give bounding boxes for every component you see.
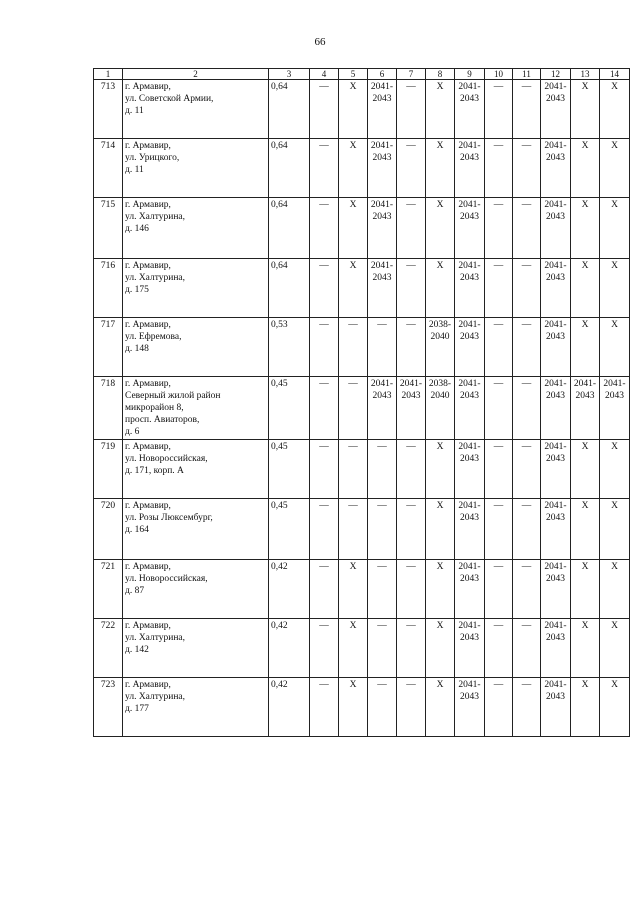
row-number: 721 xyxy=(94,560,123,619)
value-cell: 0,45 xyxy=(269,377,310,440)
period-cell-col-12: 2041- 2043 xyxy=(541,198,571,259)
period-cell-col-5: X xyxy=(339,139,368,198)
address-cell: г. Армавир, ул. Халтурина, д. 142 xyxy=(123,619,269,678)
period-cell-col-7: — xyxy=(397,678,426,737)
row-number: 723 xyxy=(94,678,123,737)
value-cell: 0,42 xyxy=(269,560,310,619)
table-row xyxy=(94,80,630,139)
address-cell: г. Армавир, Северный жилой район микрорайон 8, просп. Авиаторов, д. 6 xyxy=(123,377,269,440)
period-cell-col-12: 2041- 2043 xyxy=(541,259,571,318)
period-cell-col-14: X xyxy=(600,440,630,499)
period-cell-col-5: — xyxy=(339,499,368,560)
period-cell-col-9: 2041- 2043 xyxy=(455,80,485,139)
column-header-6: 6 xyxy=(368,69,397,80)
value-cell: 0,42 xyxy=(269,678,310,737)
period-cell-col-13: 2041- 2043 xyxy=(571,377,600,440)
period-cell-col-5: X xyxy=(339,560,368,619)
period-cell-col-5: X xyxy=(339,619,368,678)
period-cell-col-9: 2041- 2043 xyxy=(455,619,485,678)
table-row xyxy=(94,560,630,619)
table-row xyxy=(94,499,630,560)
table-row xyxy=(94,619,630,678)
period-cell-col-4: — xyxy=(310,440,339,499)
period-cell-col-13: X xyxy=(571,198,600,259)
period-cell-col-5: X xyxy=(339,259,368,318)
period-cell-col-8: X xyxy=(426,139,455,198)
period-cell-col-8: X xyxy=(426,678,455,737)
period-cell-col-7: — xyxy=(397,619,426,678)
period-cell-col-10: — xyxy=(485,440,513,499)
period-cell-col-10: — xyxy=(485,678,513,737)
value-cell: 0,64 xyxy=(269,198,310,259)
period-cell-col-6: 2041- 2043 xyxy=(368,198,397,259)
period-cell-col-10: — xyxy=(485,619,513,678)
period-cell-col-6: 2041- 2043 xyxy=(368,80,397,139)
row-number: 713 xyxy=(94,80,123,139)
period-cell-col-10: — xyxy=(485,198,513,259)
address-cell: г. Армавир, ул. Урицкого, д. 11 xyxy=(123,139,269,198)
period-cell-col-8: X xyxy=(426,499,455,560)
column-header-2: 2 xyxy=(123,69,269,80)
period-cell-col-4: — xyxy=(310,377,339,440)
column-header-14: 14 xyxy=(600,69,630,80)
period-cell-col-6: — xyxy=(368,499,397,560)
row-number: 717 xyxy=(94,318,123,377)
column-header-13: 13 xyxy=(571,69,600,80)
value-cell: 0,45 xyxy=(269,440,310,499)
period-cell-col-8: X xyxy=(426,259,455,318)
period-cell-col-9: 2041- 2043 xyxy=(455,560,485,619)
period-cell-col-6: 2041- 2043 xyxy=(368,259,397,318)
period-cell-col-4: — xyxy=(310,198,339,259)
period-cell-col-9: 2041- 2043 xyxy=(455,139,485,198)
period-cell-col-10: — xyxy=(485,560,513,619)
column-header-9: 9 xyxy=(455,69,485,80)
period-cell-col-8: X xyxy=(426,619,455,678)
period-cell-col-13: X xyxy=(571,440,600,499)
period-cell-col-14: 2041- 2043 xyxy=(600,377,630,440)
row-number: 715 xyxy=(94,198,123,259)
period-cell-col-7: — xyxy=(397,560,426,619)
value-cell: 0,64 xyxy=(269,80,310,139)
period-cell-col-7: — xyxy=(397,139,426,198)
period-cell-col-9: 2041- 2043 xyxy=(455,318,485,377)
table-row xyxy=(94,259,630,318)
table-row xyxy=(94,377,630,440)
period-cell-col-10: — xyxy=(485,377,513,440)
period-cell-col-4: — xyxy=(310,678,339,737)
period-cell-col-12: 2041- 2043 xyxy=(541,80,571,139)
period-cell-col-8: 2038- 2040 xyxy=(426,377,455,440)
table-row xyxy=(94,318,630,377)
row-number: 714 xyxy=(94,139,123,198)
address-cell: г. Армавир, ул. Халтурина, д. 177 xyxy=(123,678,269,737)
period-cell-col-10: — xyxy=(485,499,513,560)
period-cell-col-13: X xyxy=(571,560,600,619)
period-cell-col-11: — xyxy=(513,259,541,318)
row-number: 720 xyxy=(94,499,123,560)
table-header-row xyxy=(94,69,630,80)
period-cell-col-13: X xyxy=(571,139,600,198)
period-cell-col-7: — xyxy=(397,198,426,259)
period-cell-col-12: 2041- 2043 xyxy=(541,619,571,678)
period-cell-col-12: 2041- 2043 xyxy=(541,499,571,560)
period-cell-col-12: 2041- 2043 xyxy=(541,678,571,737)
period-cell-col-13: X xyxy=(571,318,600,377)
period-cell-col-5: X xyxy=(339,678,368,737)
period-cell-col-7: 2041- 2043 xyxy=(397,377,426,440)
column-header-8: 8 xyxy=(426,69,455,80)
value-cell: 0,64 xyxy=(269,139,310,198)
column-header-5: 5 xyxy=(339,69,368,80)
period-cell-col-14: X xyxy=(600,560,630,619)
period-cell-col-4: — xyxy=(310,560,339,619)
period-cell-col-14: X xyxy=(600,259,630,318)
period-cell-col-14: X xyxy=(600,318,630,377)
period-cell-col-11: — xyxy=(513,560,541,619)
period-cell-col-8: 2038- 2040 xyxy=(426,318,455,377)
period-cell-col-8: X xyxy=(426,560,455,619)
period-cell-col-13: X xyxy=(571,259,600,318)
column-header-10: 10 xyxy=(485,69,513,80)
period-cell-col-11: — xyxy=(513,80,541,139)
period-cell-col-6: — xyxy=(368,678,397,737)
period-cell-col-4: — xyxy=(310,499,339,560)
period-cell-col-13: X xyxy=(571,678,600,737)
register-table xyxy=(93,68,630,737)
row-number: 719 xyxy=(94,440,123,499)
column-header-11: 11 xyxy=(513,69,541,80)
period-cell-col-7: — xyxy=(397,259,426,318)
period-cell-col-6: — xyxy=(368,619,397,678)
period-cell-col-14: X xyxy=(600,198,630,259)
period-cell-col-7: — xyxy=(397,318,426,377)
period-cell-col-12: 2041- 2043 xyxy=(541,139,571,198)
period-cell-col-11: — xyxy=(513,377,541,440)
period-cell-col-13: X xyxy=(571,499,600,560)
period-cell-col-13: X xyxy=(571,619,600,678)
period-cell-col-11: — xyxy=(513,139,541,198)
period-cell-col-6: 2041- 2043 xyxy=(368,139,397,198)
period-cell-col-12: 2041- 2043 xyxy=(541,318,571,377)
period-cell-col-9: 2041- 2043 xyxy=(455,440,485,499)
address-cell: г. Армавир, ул. Новороссийская, д. 87 xyxy=(123,560,269,619)
period-cell-col-4: — xyxy=(310,259,339,318)
value-cell: 0,42 xyxy=(269,619,310,678)
period-cell-col-13: X xyxy=(571,80,600,139)
period-cell-col-8: X xyxy=(426,198,455,259)
page-number: 66 xyxy=(314,36,326,48)
period-cell-col-14: X xyxy=(600,139,630,198)
period-cell-col-10: — xyxy=(485,259,513,318)
period-cell-col-5: — xyxy=(339,440,368,499)
period-cell-col-5: X xyxy=(339,80,368,139)
period-cell-col-10: — xyxy=(485,318,513,377)
period-cell-col-4: — xyxy=(310,619,339,678)
row-number: 716 xyxy=(94,259,123,318)
period-cell-col-12: 2041- 2043 xyxy=(541,377,571,440)
row-number: 722 xyxy=(94,619,123,678)
column-header-3: 3 xyxy=(269,69,310,80)
value-cell: 0,64 xyxy=(269,259,310,318)
period-cell-col-11: — xyxy=(513,619,541,678)
period-cell-col-4: — xyxy=(310,139,339,198)
period-cell-col-11: — xyxy=(513,318,541,377)
period-cell-col-7: — xyxy=(397,80,426,139)
period-cell-col-6: — xyxy=(368,440,397,499)
address-cell: г. Армавир, ул. Советской Армии, д. 11 xyxy=(123,80,269,139)
period-cell-col-8: X xyxy=(426,80,455,139)
period-cell-col-9: 2041- 2043 xyxy=(455,259,485,318)
address-cell: г. Армавир, ул. Халтурина, д. 146 xyxy=(123,198,269,259)
period-cell-col-11: — xyxy=(513,198,541,259)
period-cell-col-6: — xyxy=(368,560,397,619)
table-row xyxy=(94,678,630,737)
period-cell-col-12: 2041- 2043 xyxy=(541,560,571,619)
column-header-12: 12 xyxy=(541,69,571,80)
period-cell-col-5: X xyxy=(339,198,368,259)
period-cell-col-4: — xyxy=(310,318,339,377)
column-header-4: 4 xyxy=(310,69,339,80)
column-header-1: 1 xyxy=(94,69,123,80)
address-cell: г. Армавир, ул. Ефремова, д. 148 xyxy=(123,318,269,377)
period-cell-col-4: — xyxy=(310,80,339,139)
period-cell-col-7: — xyxy=(397,499,426,560)
period-cell-col-10: — xyxy=(485,139,513,198)
table-row xyxy=(94,198,630,259)
value-cell: 0,45 xyxy=(269,499,310,560)
period-cell-col-9: 2041- 2043 xyxy=(455,499,485,560)
period-cell-col-11: — xyxy=(513,678,541,737)
period-cell-col-5: — xyxy=(339,377,368,440)
column-header-7: 7 xyxy=(397,69,426,80)
period-cell-col-7: — xyxy=(397,440,426,499)
period-cell-col-14: X xyxy=(600,499,630,560)
period-cell-col-6: — xyxy=(368,318,397,377)
period-cell-col-14: X xyxy=(600,619,630,678)
period-cell-col-11: — xyxy=(513,499,541,560)
period-cell-col-14: X xyxy=(600,80,630,139)
period-cell-col-6: 2041- 2043 xyxy=(368,377,397,440)
period-cell-col-11: — xyxy=(513,440,541,499)
address-cell: г. Армавир, ул. Новороссийская, д. 171, корп. А xyxy=(123,440,269,499)
row-number: 718 xyxy=(94,377,123,440)
period-cell-col-8: X xyxy=(426,440,455,499)
period-cell-col-10: — xyxy=(485,80,513,139)
period-cell-col-5: — xyxy=(339,318,368,377)
period-cell-col-9: 2041- 2043 xyxy=(455,678,485,737)
period-cell-col-12: 2041- 2043 xyxy=(541,440,571,499)
table-row xyxy=(94,139,630,198)
value-cell: 0,53 xyxy=(269,318,310,377)
address-cell: г. Армавир, ул. Розы Люксембург, д. 164 xyxy=(123,499,269,560)
period-cell-col-14: X xyxy=(600,678,630,737)
period-cell-col-9: 2041- 2043 xyxy=(455,377,485,440)
period-cell-col-9: 2041- 2043 xyxy=(455,198,485,259)
address-cell: г. Армавир, ул. Халтурина, д. 175 xyxy=(123,259,269,318)
table-row xyxy=(94,440,630,499)
